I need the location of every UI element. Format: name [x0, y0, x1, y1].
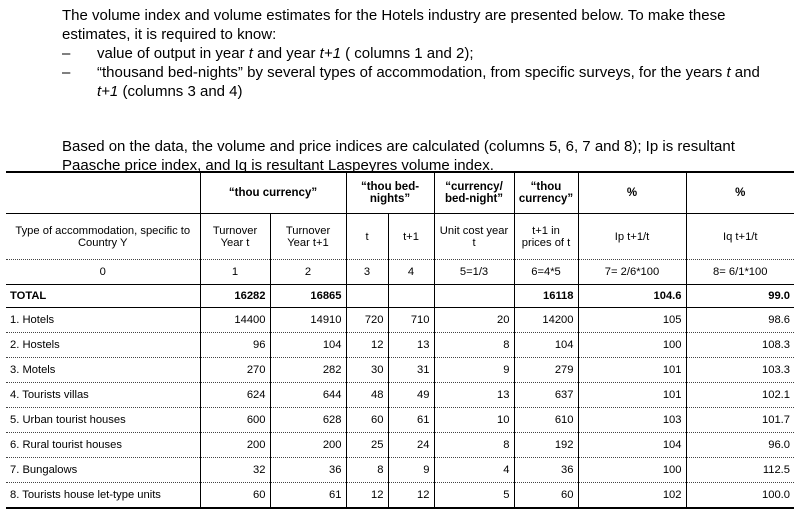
table-cell: 16865 — [270, 285, 346, 308]
table-row — [6, 458, 794, 483]
indices-paragraph: Based on the data, the volume and price indices are calculated (columns 5, 6, 7 and 8); Ip is resultant Paasche price index, and Iq is resultant Laspeyres volume index. — [62, 138, 735, 174]
table-cell: 103.3 — [686, 358, 794, 383]
table-cell — [434, 285, 514, 308]
table-cell: 9 — [434, 358, 514, 383]
empty-header-cell — [6, 172, 200, 214]
requirements-list — [62, 44, 784, 101]
table-cell: 104 — [578, 433, 686, 458]
group-thou-bed-nights: “thou bed-nights” — [346, 172, 434, 214]
table-cell: 60 — [200, 483, 270, 509]
table-cell: 105 — [578, 308, 686, 333]
table-cell: 2. Hostels — [6, 333, 200, 358]
group-percent-1: % — [578, 172, 686, 214]
table-cell: 7. Bungalows — [6, 458, 200, 483]
table-cell: 6=4*5 — [514, 260, 578, 285]
table-cell: 4. Tourists villas — [6, 383, 200, 408]
dash-bullet: – — [62, 45, 71, 62]
table-cell: 1. Hotels — [6, 308, 200, 333]
bullet-text: “thousand bed-nights” by several types of accommodation, from specific surveys, for the years — [97, 64, 727, 81]
table-cell: 13 — [388, 333, 434, 358]
table-row — [6, 408, 794, 433]
list-item — [62, 44, 784, 63]
table-cell: 720 — [346, 308, 388, 333]
table-cell: 60 — [514, 483, 578, 509]
table-row — [6, 433, 794, 458]
table-cell: 628 — [270, 408, 346, 433]
list-item — [62, 63, 784, 101]
hotels-volume-table — [6, 171, 794, 509]
table-cell: 710 — [388, 308, 434, 333]
table-cell: 31 — [388, 358, 434, 383]
table-cell: 3 — [346, 260, 388, 285]
table-row — [6, 333, 794, 358]
table-cell: 14400 — [200, 308, 270, 333]
table-cell: 108.3 — [686, 333, 794, 358]
table-cell: 0 — [6, 260, 200, 285]
table-cell — [346, 285, 388, 308]
table-cell: Turnover Year t+1 — [270, 214, 346, 260]
bullet-text: value of output in year — [97, 45, 249, 62]
table-cell: 25 — [346, 433, 388, 458]
dash-bullet: – — [62, 64, 71, 81]
table-cell: 100 — [578, 333, 686, 358]
table-cell: 192 — [514, 433, 578, 458]
group-currency-bed-night: “currency/ bed-night” — [434, 172, 514, 214]
intro-text — [62, 6, 784, 101]
table-cell: 48 — [346, 383, 388, 408]
table-cell: 637 — [514, 383, 578, 408]
bullet-text: ( columns 1 and 2); — [340, 45, 474, 62]
table-cell: 4 — [388, 260, 434, 285]
table-cell: 8 — [346, 458, 388, 483]
table-cell: 49 — [388, 383, 434, 408]
table-cell: 12 — [346, 483, 388, 509]
bullet-text: and — [730, 64, 760, 81]
group-thou-currency: “thou currency” — [200, 172, 346, 214]
group-percent-2: % — [686, 172, 794, 214]
table-cell: 644 — [270, 383, 346, 408]
table-cell: 10 — [434, 408, 514, 433]
table-cell: 96 — [200, 333, 270, 358]
table-cell: 200 — [270, 433, 346, 458]
total-row — [6, 285, 794, 308]
table-cell: 104.6 — [578, 285, 686, 308]
table-row — [6, 483, 794, 509]
table-cell: 103 — [578, 408, 686, 433]
column-number-row — [6, 260, 794, 285]
table-cell: 6. Rural tourist houses — [6, 433, 200, 458]
table-row — [6, 308, 794, 333]
table-cell: 5=1/3 — [434, 260, 514, 285]
table-cell: 8. Tourists house let-type units — [6, 483, 200, 509]
table-cell: t — [346, 214, 388, 260]
table-cell: Unit cost year t — [434, 214, 514, 260]
table-cell: 12 — [388, 483, 434, 509]
table-cell: 4 — [434, 458, 514, 483]
table-cell: 8 — [434, 433, 514, 458]
table-cell: 96.0 — [686, 433, 794, 458]
table-cell: 2 — [270, 260, 346, 285]
table-cell: 98.6 — [686, 308, 794, 333]
table-row — [6, 383, 794, 408]
table-cell: 624 — [200, 383, 270, 408]
table-cell: 16282 — [200, 285, 270, 308]
table-cell: 270 — [200, 358, 270, 383]
table-cell: 61 — [388, 408, 434, 433]
table-row — [6, 358, 794, 383]
table-cell: 30 — [346, 358, 388, 383]
bullet-italic: t+1 — [319, 45, 341, 62]
table-cell: 20 — [434, 308, 514, 333]
table-cell: Type of accommodation, specific to Country Y — [6, 214, 200, 260]
table-cell: 9 — [388, 458, 434, 483]
column-header-row — [6, 214, 794, 260]
table-cell: 61 — [270, 483, 346, 509]
table-cell: 24 — [388, 433, 434, 458]
table-cell: 36 — [270, 458, 346, 483]
table-cell: 102.1 — [686, 383, 794, 408]
table-cell: 36 — [514, 458, 578, 483]
table-cell: 200 — [200, 433, 270, 458]
table-cell: 60 — [346, 408, 388, 433]
bullet-italic: t+1 — [97, 83, 119, 100]
table-cell: 101.7 — [686, 408, 794, 433]
table-cell: 104 — [514, 333, 578, 358]
table-cell: 14910 — [270, 308, 346, 333]
bullet-italic: t — [726, 64, 731, 81]
table-cell: 3. Motels — [6, 358, 200, 383]
table-cell: 1 — [200, 260, 270, 285]
table-cell: Turnover Year t — [200, 214, 270, 260]
table-cell: 112.5 — [686, 458, 794, 483]
table-cell — [388, 285, 434, 308]
table-cell: 16118 — [514, 285, 578, 308]
group-header-row — [6, 172, 794, 214]
table-cell: 12 — [346, 333, 388, 358]
table-cell: t+1 — [388, 214, 434, 260]
table-cell: 600 — [200, 408, 270, 433]
table-cell: 100 — [578, 458, 686, 483]
group-thou-currency-2: “thou currency” — [514, 172, 578, 214]
table-cell: 7= 2/6*100 — [578, 260, 686, 285]
table-cell: t+1 in prices of t — [514, 214, 578, 260]
table-cell: TOTAL — [6, 285, 200, 308]
table-cell: 13 — [434, 383, 514, 408]
table-cell: 104 — [270, 333, 346, 358]
table-cell: 102 — [578, 483, 686, 509]
bullet-italic: t — [248, 45, 253, 62]
table-cell: 32 — [200, 458, 270, 483]
table-cell: 5. Urban tourist houses — [6, 408, 200, 433]
table-cell: 101 — [578, 383, 686, 408]
table-cell: 100.0 — [686, 483, 794, 509]
table-cell: 14200 — [514, 308, 578, 333]
table-cell: 8= 6/1*100 — [686, 260, 794, 285]
table-cell: 279 — [514, 358, 578, 383]
table-cell: 99.0 — [686, 285, 794, 308]
bullet-text: (columns 3 and 4) — [118, 83, 243, 100]
bullet-text: and year — [252, 45, 320, 62]
table-cell: Iq t+1/t — [686, 214, 794, 260]
table-cell: Ip t+1/t — [578, 214, 686, 260]
table-cell: 5 — [434, 483, 514, 509]
table-cell: 282 — [270, 358, 346, 383]
intro-paragraph: The volume index and volume estimates for the Hotels industry are presented below. To make these estimates, it is required to know: — [62, 7, 726, 43]
table-cell: 101 — [578, 358, 686, 383]
table-cell: 8 — [434, 333, 514, 358]
table-cell: 610 — [514, 408, 578, 433]
